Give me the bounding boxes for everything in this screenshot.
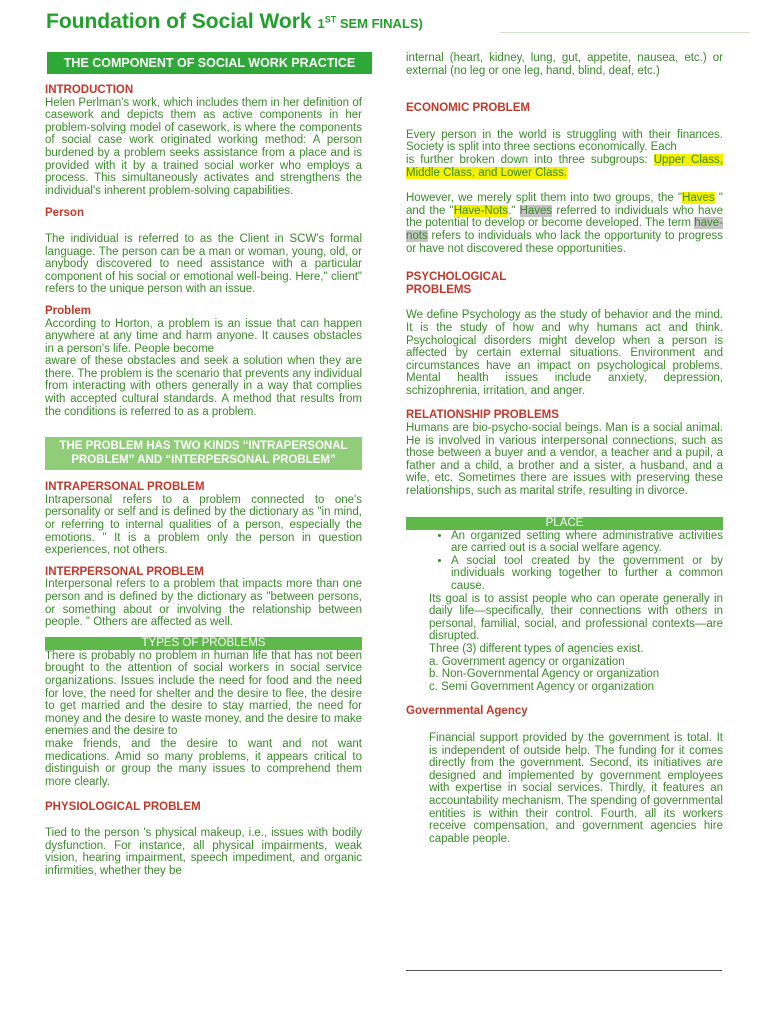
intro-paragraph: Helen Perlman's work, which includes them in her definition of casework and depicts them as active components in her problem-solving model of casework, is where the components of social case work originated working method: A person burdened by a problem seeks assistance from a place and is provided with it by a trained social worker who employs a process. This simultaneously activates and strengthens the individual's inherent problem-solving capabilities.: [45, 96, 362, 197]
physiological-paragraph: Tied to the person 's physical makeup, i.e., issues with bodily dysfunction. For instance, all physical impairments, weak vision, hearing impairment, speech impediment, and organic infirmities, whether they be: [45, 826, 362, 877]
list-item: • A social tool created by the government or by individuals working together to further a common cause.: [451, 555, 723, 593]
economic-paragraph-2: is further broken down into three subgroups: Upper Class, Middle Class, and Lower Class.: [406, 153, 724, 179]
header-rule: [500, 32, 750, 33]
right-column: [406, 52, 723, 845]
heading-psychological: PSYCHOLOGICAL PROBLEMS: [406, 271, 507, 296]
heading-problem: Problem: [45, 304, 92, 317]
place-bar: PLACE: [406, 517, 723, 530]
agency-types: Three (3) different types of agencies exist. a. Government agency or organization b. Non-Governmental Agency or organization c. Semi Government Agency or organization: [429, 642, 660, 693]
interpersonal-paragraph: Interpersonal refers to a problem that impacts more than one person and is defined by the dictionary as "between persons, or something about or involving the relationship between people. " Others are affected as well.: [45, 578, 362, 629]
types-paragraph-1: There is probably no problem in human life that has not been brought to the attention of social workers in social service organizations. Issues include the need for food and the need for love, the need for shelter and the desire to flee, the desire to get married and the desire to stay married, the need for money and the desire to waste money, and the desire to make enemies and the desire to: [45, 649, 362, 738]
types-of-problems-bar: TYPES OF PROBLEMS: [45, 637, 362, 650]
heading-person: Person: [45, 207, 84, 220]
heading-economic: ECONOMIC PROBLEM: [406, 102, 530, 115]
highlight-haves: Haves: [682, 192, 715, 205]
types-paragraph-2: make friends, and the desire to want and not want medications. Amid so many problems, it appears critical to distinguish or group the many issues to comprehend them more clearly.: [45, 737, 362, 788]
economic-paragraph-3: However, we merely split them into two groups, the "Haves " and the "Have-Nots." Haves referred to individuals who have the potential to develop or become developed. The term have-nots refers to individuals who lack the opportunity to progress or have not discovered these opportunities.: [406, 192, 723, 255]
heading-governmental-agency: Governmental Agency: [406, 705, 528, 718]
place-paragraph: Its goal is to assist people who can operate generally in daily life—specifically, their connections with others in personal, familial, social, and professional contexts—are disrupted.: [429, 592, 723, 643]
section-box-component: THE COMPONENT OF SOCIAL WORK PRACTICE: [47, 52, 372, 74]
heading-introduction: INTRODUCTION: [45, 84, 134, 96]
heading-relationship: RELATIONSHIP PROBLEMS: [406, 409, 559, 422]
footer-rule: [406, 970, 722, 971]
heading-interpersonal: INTERPERSONAL PROBLEM: [45, 565, 204, 578]
problem-paragraph-2: aware of these obstacles and seek a solution when they are there. The problem is the scenario that prevents any individual from interacting with others generally in a way that complies with accepted cultural standards. A method that results from the conditions is referred to as a problem.: [45, 355, 362, 418]
semester-label: 1ST SEM FINALS): [317, 14, 423, 31]
section-box-kinds: THE PROBLEM HAS TWO KINDS “INTRAPERSONAL PROBLEM” AND “INTERPERSONAL PROBLEM”: [45, 437, 362, 470]
problem-paragraph-1: According to Horton, a problem is an issue that can happen anywhere at any time and harm anyone. It causes obstacles in a person's life. People become: [45, 317, 362, 355]
heading-physiological: PHYSIOLOGICAL PROBLEM: [45, 801, 201, 814]
intrapersonal-paragraph: Intrapersonal refers to a problem connected to one's personality or self and is defined by the dictionary as "in mind, or referring to internal qualities of a person, especially the emotions. " It is a problem only the person in question experiences, not others.: [45, 493, 362, 557]
place-list: [406, 530, 723, 593]
relationship-paragraph: Humans are bio-psycho-social beings. Man is a social animal. He is involved in various interpersonal connections, such as those between a buyer and a vendor, a teacher and a pupil, a father and a child, a brother and a sister, a husband, and a wife, etc. Sometimes there are issues with preserving these relationships, such as marital strife, resulting in divorce.: [406, 422, 723, 498]
person-paragraph: The individual is referred to as the Client in SCW's formal language. The person can be a man or woman, young, old, or anybody discovered to need assistance with a particular component of his social or emotional well-being. Here," client" refers to the unique person with an issue.: [45, 232, 362, 296]
continued-paragraph: internal (heart, kidney, lung, gut, appetite, nausea, etc.) or external (no leg or one leg, hand, blind, deaf, etc.): [406, 52, 723, 77]
psychological-paragraph: We define Psychology as the study of behavior and the mind. It is the study of how and why humans act and think. Psychological disorders might develop when a person is affected by certain external situations. Environment and circumstances have an impact on psychological problems. Mental health issues include anxiety, depression, schizophrenia, irritation, and anger.: [406, 309, 723, 397]
left-column: [45, 52, 362, 877]
list-item: • An organized setting where administrative activities are carried out is a social welfare agency.: [451, 530, 723, 555]
document-title: Foundation of Social Work 1ST SEM FINALS): [46, 10, 423, 33]
heading-intrapersonal: INTRAPERSONAL PROBLEM: [45, 481, 205, 494]
highlight-have-nots: Have-Nots: [453, 204, 509, 217]
economic-paragraph-1: Every person in the world is struggling with their finances. Society is split into three sections economically. Each: [406, 128, 723, 154]
governmental-paragraph: Financial support provided by the government is total. It is independent of outside help. The funding for it comes directly from the government. Second, its initiatives are designed and implemented by government employees with expertise in social services. Thirdly, it features an accountability mechanism. The spending of governmental entities is within their control. Fourth, all its workers receive compensation, and government agencies hire capable people.: [429, 731, 723, 845]
